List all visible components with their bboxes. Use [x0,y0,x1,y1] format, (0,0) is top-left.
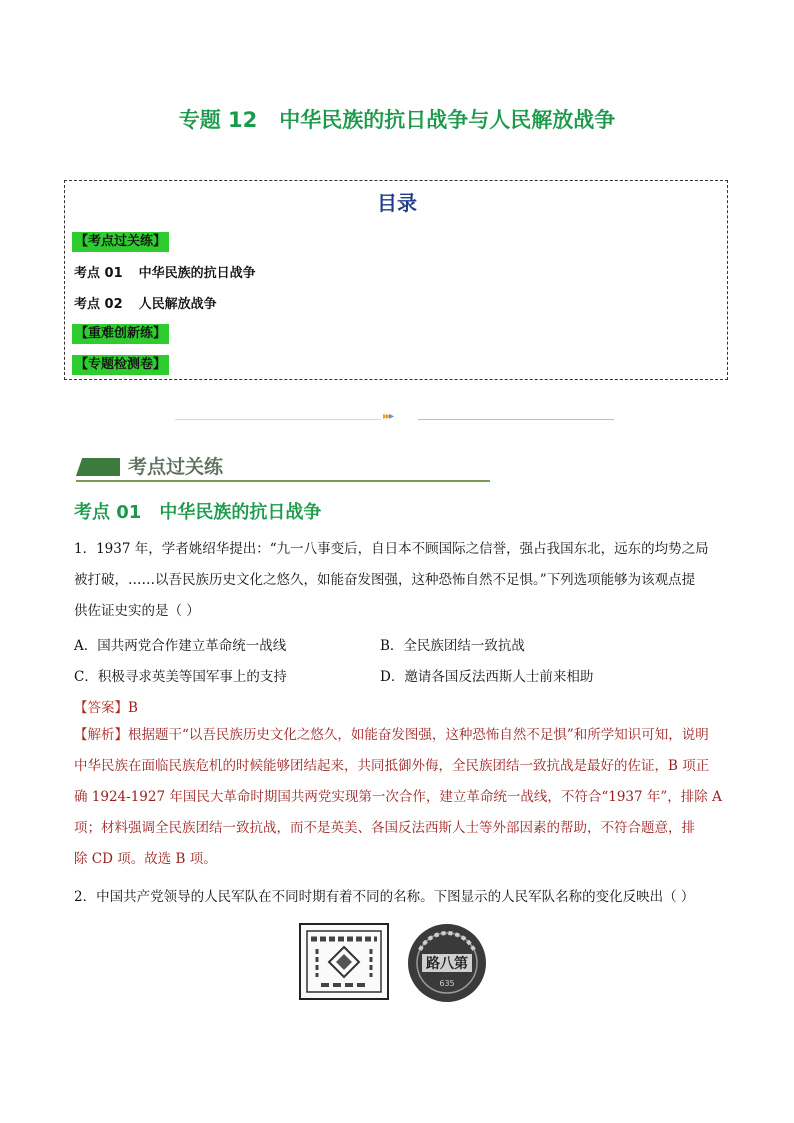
toc-tag-test[interactable]: 【专题检测卷】 [72,355,169,375]
q1-analysis [74,720,724,875]
answer-label: 【答案】 [74,700,128,716]
q1-stem [74,534,724,627]
analysis-line: 中华民族在面临民族危机的时候能够团结起来，共同抵御外侮，全民族团结一致抗战是最好的佐证，B 项正 [74,758,710,774]
q2-line: 2．中国共产党领导的人民军队在不同时期有着不同的名称。下图显示的人民军队名称的变化反映出（ ） [74,889,695,905]
page-title [0,104,794,134]
toc-tag-practice[interactable]: 【考点过关练】 [72,232,169,252]
q1-option-b[interactable]: B．全民族团结一致抗战 [380,638,525,654]
analysis-line: 除 CD 项。故选 B 项。 [74,851,217,867]
stamp2-text: 路八第 [426,956,468,972]
section-bar-icon [76,458,120,476]
toc-tag-innovation[interactable]: 【重难创新练】 [72,324,169,344]
title-text: 中华民族的抗日战争与人民解放战争 [279,108,616,132]
q2-stem [74,882,724,913]
analysis-label: 【解析】 [74,727,128,743]
q1-option-c[interactable]: C．积极寻求英美等国军事上的支持 [74,669,287,685]
q1-option-a[interactable]: A．国共两党合作建立革命统一战线 [74,638,287,654]
toc-item-code: 考点 01 [74,266,123,281]
divider-left [175,419,381,420]
q1-line: 1．1937 年，学者姚绍华提出：“九一八事变后，自日本不顾国际之信誉，强占我国东北，远东的均势之局 [74,541,709,557]
toc-item-label: 中华民族的抗日战争 [138,266,256,281]
analysis-text: 根据题干“以吾民族历史文化之悠久，如能奋发图强，这种恐怖自然不足惧”和所学知识可知，说明 [128,727,709,743]
q1-option-d[interactable]: D．邀请各国反法西斯人士前来相助 [380,669,594,685]
answer-value: B [128,700,138,716]
toc-item-code: 考点 02 [74,297,123,312]
toc-heading: 目录 [377,191,417,215]
analysis-line [74,720,724,751]
q1-line: 被打破，……以吾民族历史文化之悠久，如能奋发图强，这种恐怖自然不足惧。”下列选项能够为该观点提 [74,572,696,588]
section-label: 考点过关练 [128,456,224,478]
stamp2-number: 635 [439,979,455,988]
analysis-line: 项；材料强调全民族团结一致抗战，而不是英美、各国反法西斯人士等外部因素的帮助，不符合题意，排 [74,820,695,836]
title-prefix: 专题 12 [178,108,258,132]
kp-code: 考点 01 [74,502,142,523]
q1-line: 供佐证史实的是（ ） [74,603,200,619]
stamp-image-right [406,922,488,1004]
toc-item-label: 人民解放战争 [138,297,217,312]
toc-item-kp02[interactable] [74,293,217,312]
toc-item-kp01[interactable] [74,262,256,281]
q1-answer [74,696,138,716]
analysis-line: 确 1924-1927 年国民大革命时期国共两党实现第一次合作，建立革命统一战线，不符合“1937 年”，排除 A [74,789,722,805]
kp-heading [74,498,321,524]
stamp-image-left [299,923,389,1000]
badge-icon [406,922,488,1004]
section-underline [76,480,490,482]
seal-icon [301,925,387,998]
divider-right [418,419,614,420]
kp-text: 中华民族的抗日战争 [159,502,322,523]
arrows-icon: ▸▸▸ [383,411,393,422]
